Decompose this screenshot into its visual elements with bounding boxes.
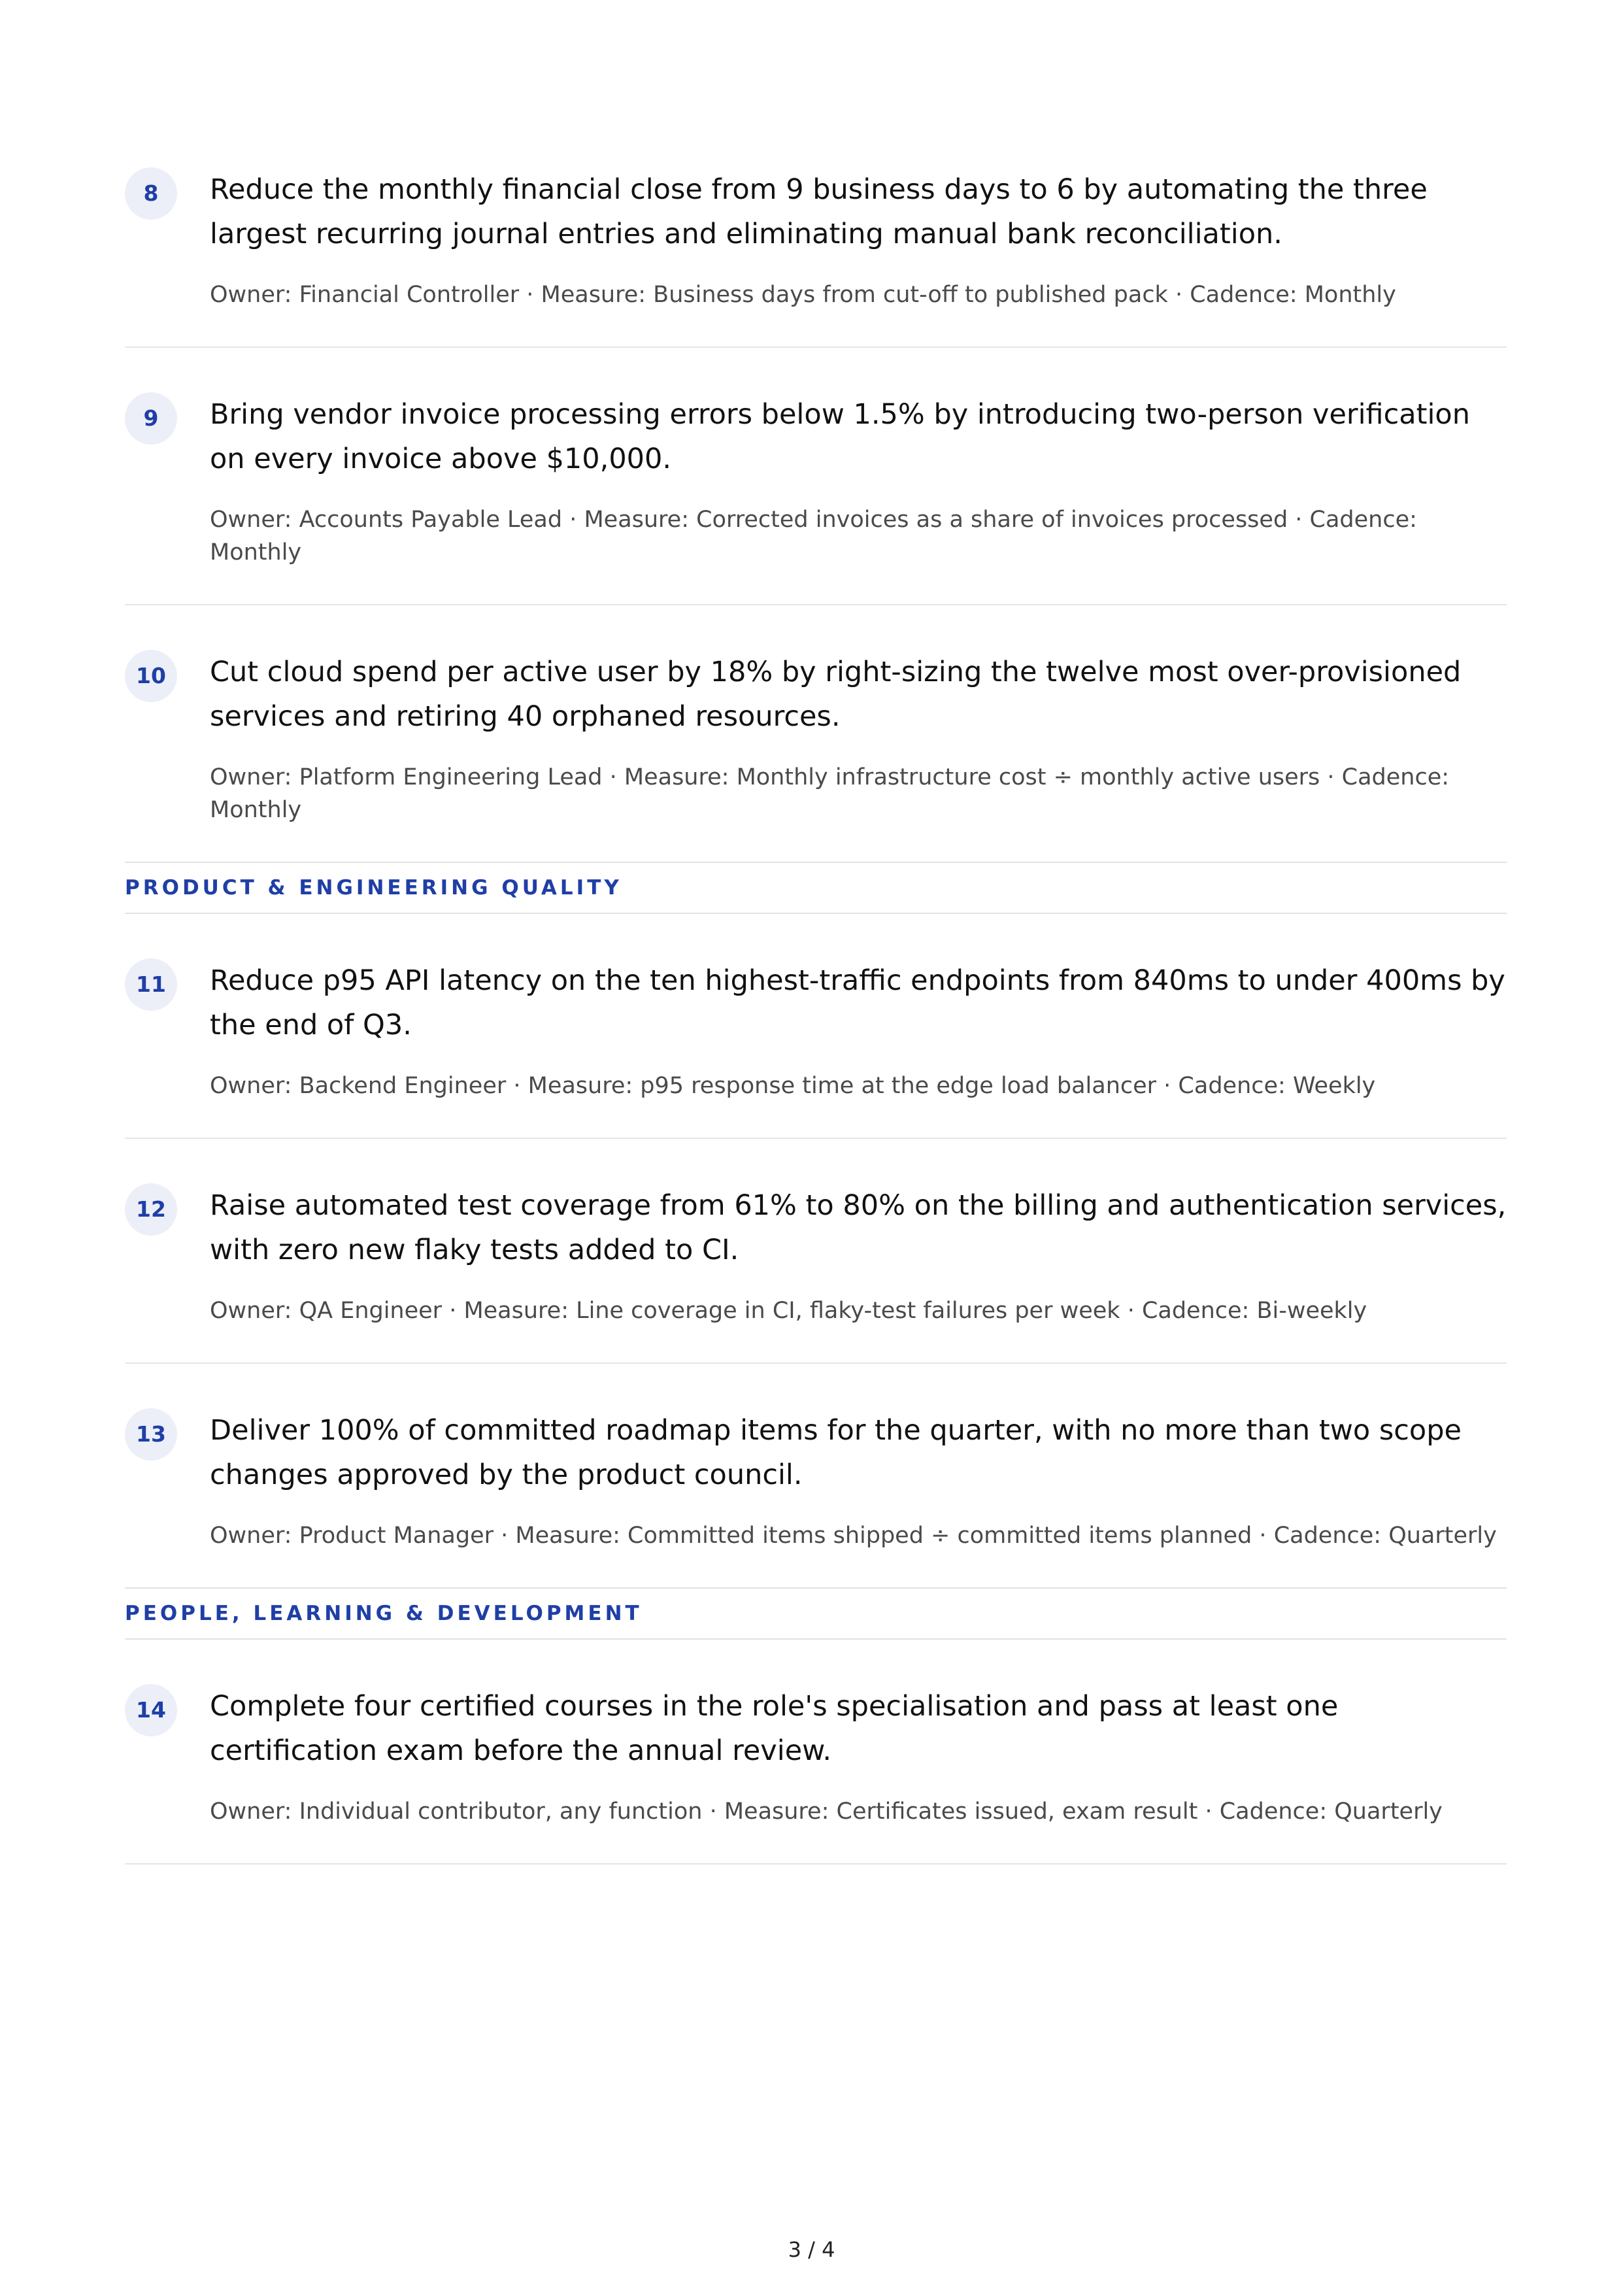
page-indicator: 3 / 4	[788, 2237, 835, 2262]
goal-statement: Reduce p95 API latency on the ten highest-traffic endpoints from 840ms to under 400ms by the end of Q3.	[210, 964, 1505, 1041]
goal-item	[125, 1364, 1507, 1587]
goal-statement: Bring vendor invoice processing errors below 1.5% by introducing two-person verification on every invoice above $10,000.	[210, 398, 1470, 475]
goal-statement: Deliver 100% of committed roadmap items for the quarter, with no more than two scope changes approved by the product council.	[210, 1414, 1462, 1491]
goal-item	[125, 605, 1507, 862]
goal-meta: Owner: Financial Controller · Measure: Business days from cut-off to published pack · Cadence: Monthly	[210, 282, 1396, 308]
goal-item	[125, 1640, 1507, 1863]
document-page	[125, 124, 1507, 1865]
goal-number-badge: 13	[125, 1408, 177, 1460]
goal-statement: Reduce the monthly financial close from 9 business days to 6 by automating the three largest recurring journal entries and eliminating manual bank reconciliation.	[210, 173, 1428, 250]
goal-number-badge: 12	[125, 1183, 177, 1236]
goal-statement: Complete four certified courses in the role's specialisation and pass at least one certification exam before the annual review.	[210, 1690, 1339, 1767]
goal-number-badge: 9	[125, 392, 177, 445]
goal-meta: Owner: Platform Engineering Lead · Measure: Monthly infrastructure cost ÷ monthly active users · Cadence: Monthly	[210, 764, 1450, 823]
goal-meta: Owner: Product Manager · Measure: Committed items shipped ÷ committed items planned · Cadence: Quarterly	[210, 1523, 1497, 1549]
goal-number-badge: 14	[125, 1684, 177, 1736]
goal-item	[125, 124, 1507, 346]
goal-meta: Owner: Individual contributor, any function · Measure: Certificates issued, exam result · Cadence: Quarterly	[210, 1798, 1443, 1825]
section-header-product-engineering: PRODUCT & ENGINEERING QUALITY	[125, 862, 1507, 914]
goal-item	[125, 914, 1507, 1138]
goal-meta: Owner: QA Engineer · Measure: Line coverage in CI, flaky-test failures per week · Cadence: Bi-weekly	[210, 1298, 1367, 1324]
section-header-people-development: PEOPLE, LEARNING & DEVELOPMENT	[125, 1587, 1507, 1640]
goal-item	[125, 348, 1507, 604]
goal-statement: Cut cloud spend per active user by 18% by right-sizing the twelve most over-provisioned services and retiring 40 orphaned resources.	[210, 656, 1462, 733]
goal-number-badge: 10	[125, 650, 177, 702]
goal-meta: Owner: Backend Engineer · Measure: p95 response time at the edge load balancer · Cadence: Weekly	[210, 1073, 1376, 1099]
goal-number-badge: 11	[125, 958, 177, 1011]
goal-meta: Owner: Accounts Payable Lead · Measure: Corrected invoices as a share of invoices processed · Cadence: Monthly	[210, 507, 1417, 566]
goal-statement: Raise automated test coverage from 61% to 80% on the billing and authentication services, with zero new flaky tests added to CI.	[210, 1189, 1507, 1266]
goal-item	[125, 1139, 1507, 1362]
divider	[125, 1863, 1507, 1865]
goal-number-badge: 8	[125, 167, 177, 220]
